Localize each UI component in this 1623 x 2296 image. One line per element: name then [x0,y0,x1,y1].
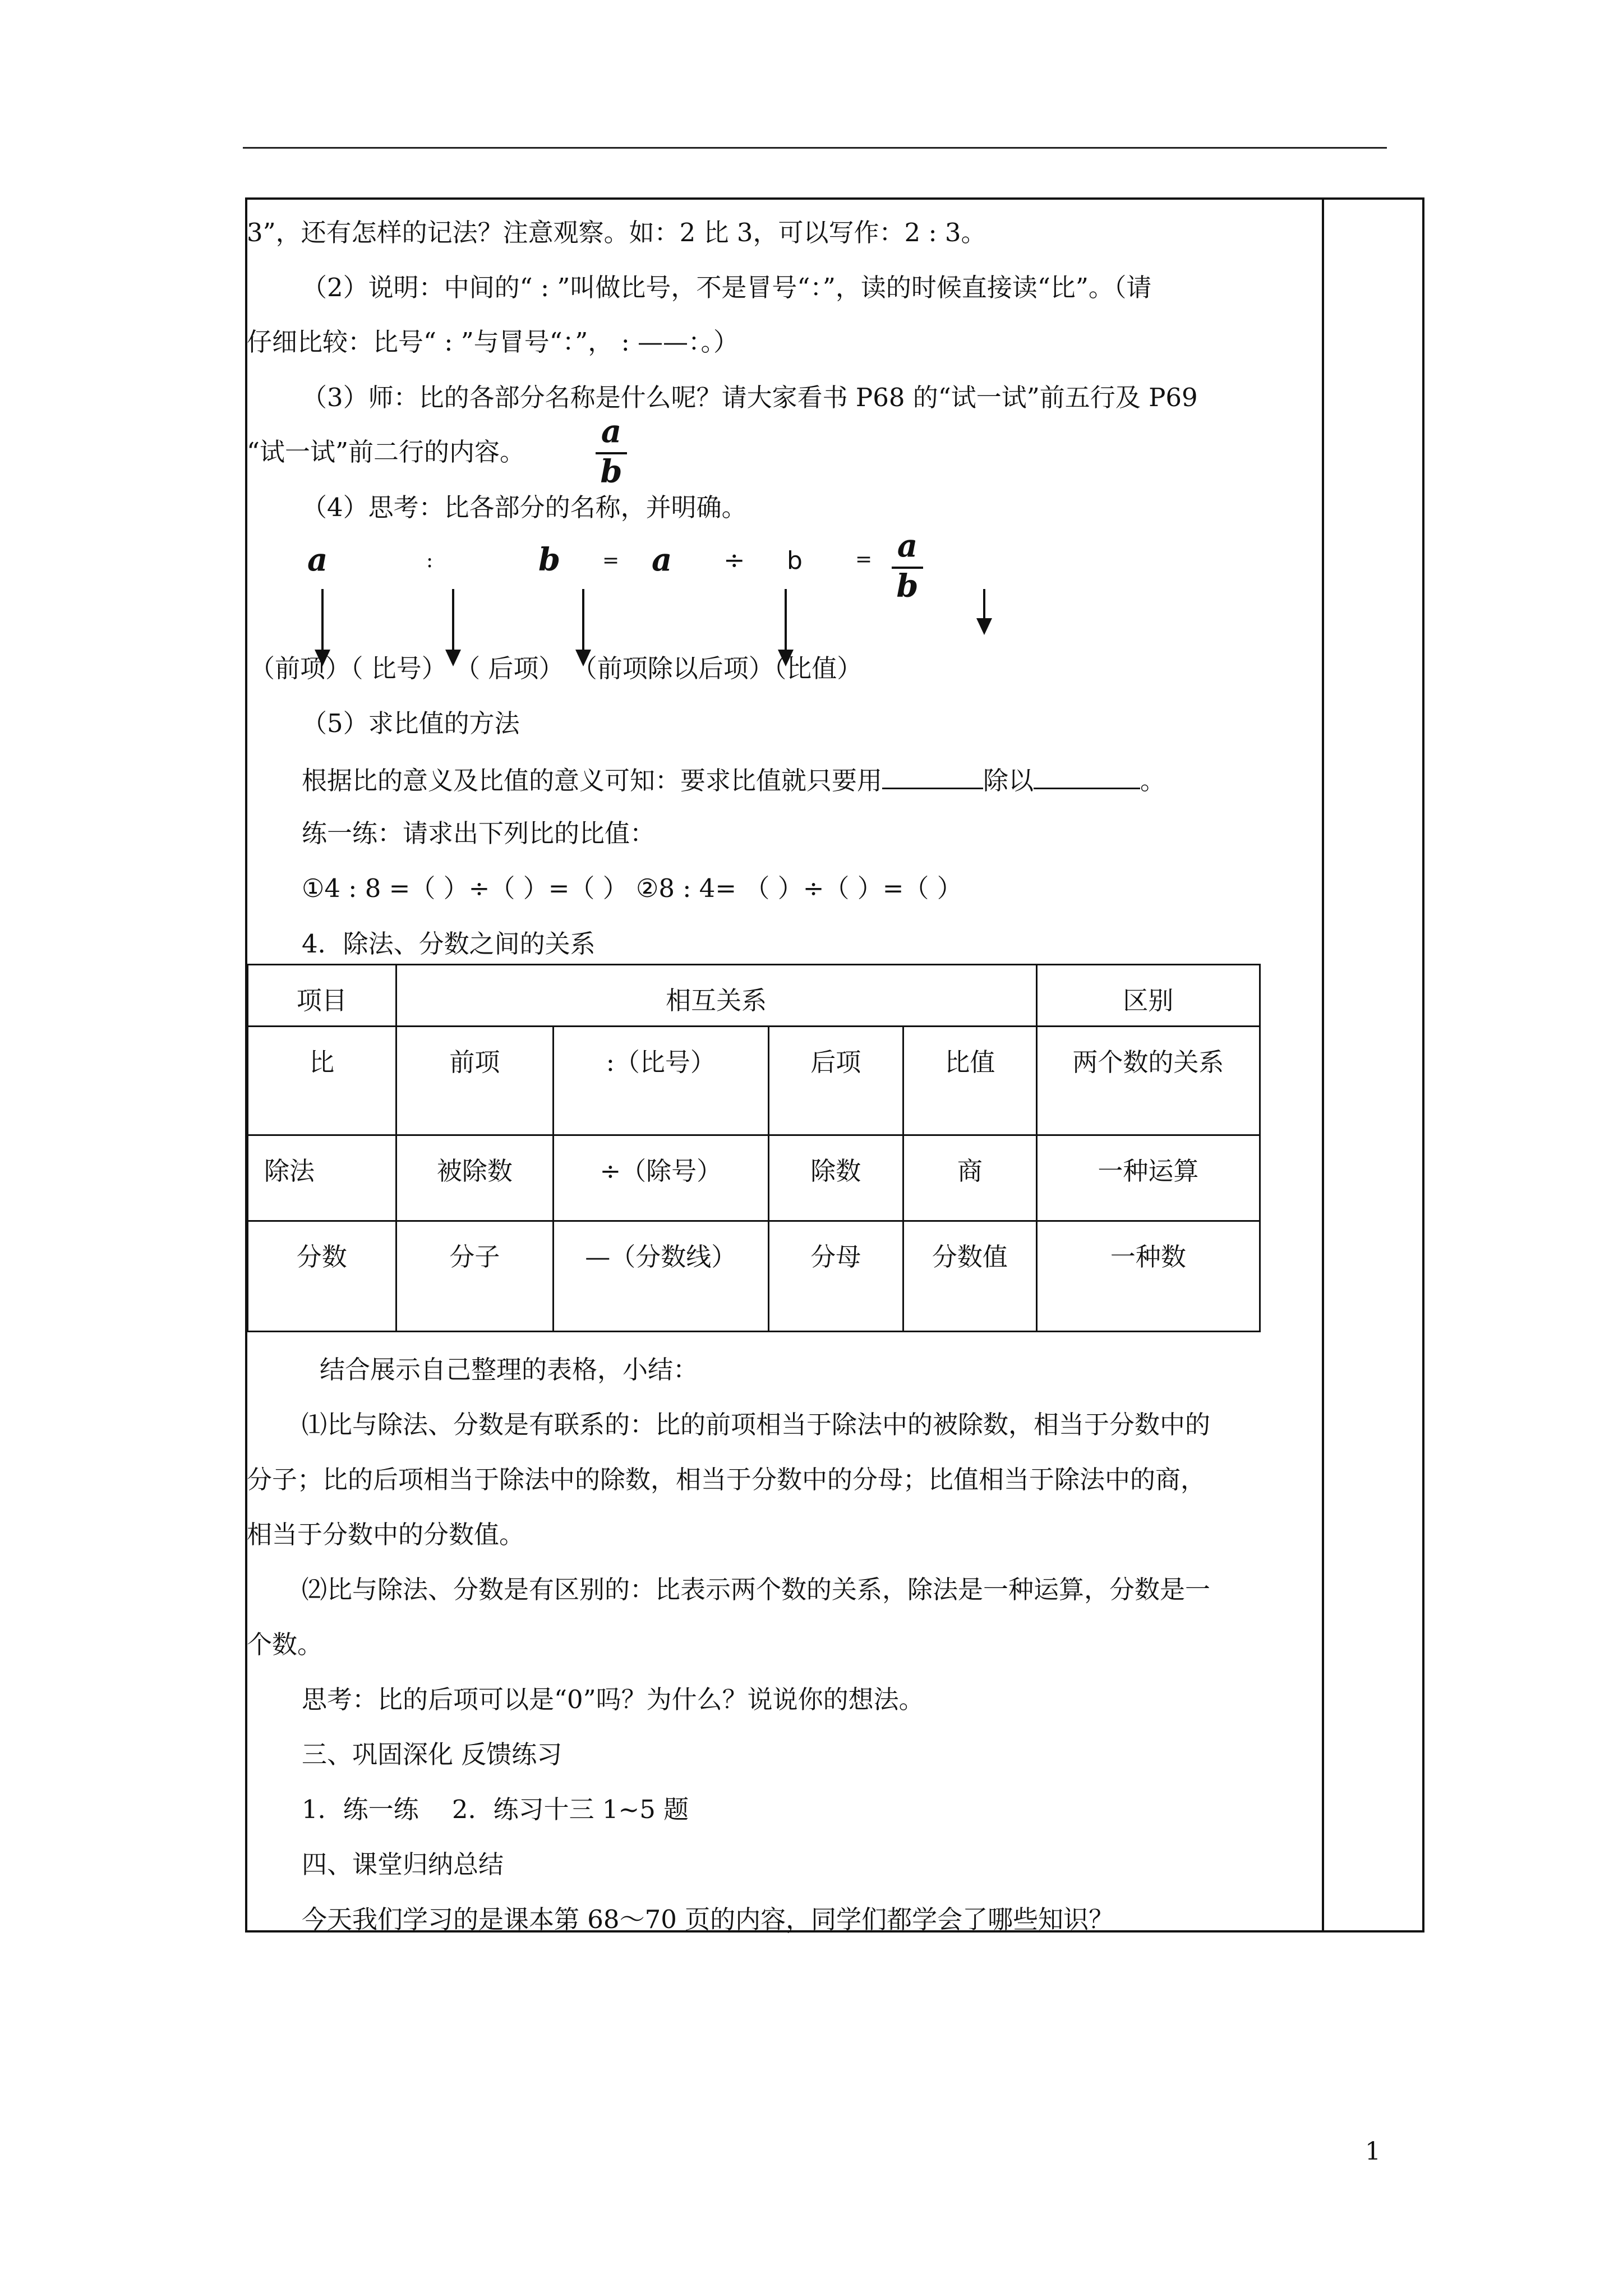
fraction-denominator: b [896,568,919,605]
header-rule [243,147,1387,149]
table-cell: 分母 [768,1221,903,1332]
table-cell: ÷（除号） [554,1135,768,1221]
table-cell: 除数 [768,1135,903,1221]
formula-ratio-value-fraction [892,527,923,606]
formula-dividend: a [652,541,672,578]
method-text: 根据比的意义及比值的意义可知：要求比值就只要用 [302,766,883,795]
paragraph-line: 1．练一练 2．练习十三 1~5 题 [302,1795,689,1824]
paragraph-line: 分子；比的后项相当于除法中的除数，相当于分数中的分母；比值相当于除法中的商， [247,1465,1206,1494]
method-text: 除以 [983,766,1034,795]
section-heading: （5）求比值的方法 [302,708,520,738]
formula-equals: = [602,549,620,572]
table-cell: —（分数线） [554,1221,768,1332]
paragraph-line: 仔细比较：比号“ : ”与冒号“：”， : ——：。） [247,327,739,357]
section-heading: 四、课堂归纳总结 [302,1849,504,1879]
practice-items: ①4 : 8 =（ ）÷（ ）=（ ） ②8 : 4= （ ）÷（ ）=（ ） [302,873,962,903]
fraction-numerator: a [897,527,918,564]
table-cell: 两个数的关系 [1036,1027,1260,1135]
table-cell: 一种运算 [1036,1135,1260,1221]
paragraph-line: （2）说明：中间的“ : ”叫做比号，不是冒号“：”，读的时候直接读“比”。（请 [302,273,1152,302]
table-cell: 商 [903,1135,1037,1221]
notes-column-divider [1322,197,1324,1932]
paragraph-line: 3”，还有怎样的记法？注意观察。如：2 比 3，可以写作：2 : 3。 [247,218,986,247]
table-header-row [248,965,1260,1027]
table-cell: 前项 [396,1027,554,1135]
method-text: 。 [1140,766,1166,795]
table-header-cell: 项目 [248,965,396,1027]
paragraph-line: 个数。 [247,1630,323,1659]
fraction-numerator: a [601,413,622,450]
paragraph-line: （3）师：比的各部分名称是什么呢？请大家看书 P68 的“试一试”前五行及 P69 [302,383,1198,412]
relation-table [247,964,1261,1332]
table-row [248,1221,1260,1332]
formula-equals: = [855,548,873,571]
paragraph-line: 思考：比的后项可以是“0”吗？为什么？说说你的想法。 [302,1685,924,1714]
table-cell: 分数 [248,1221,396,1332]
formula-divide-sign: ÷ [723,545,745,575]
fill-in-blank[interactable] [1034,763,1140,789]
table-row [248,1027,1260,1135]
paragraph-line: （4）思考：比各部分的名称，并明确。 [302,493,747,522]
formula-consequent: b [538,541,561,578]
page-number: 1 [1365,2137,1381,2166]
paragraph-line: 结合展示自己整理的表格，小结： [320,1355,699,1384]
paragraph-line: 今天我们学习的是课本第 68～70 页的内容，同学们都学会了哪些知识？ [302,1904,1114,1934]
table-header-cell: 相互关系 [396,965,1036,1027]
table-cell: 分子 [396,1221,554,1332]
table-cell: 除法 [248,1135,396,1221]
formula-part-labels: （前项）（ 比号） （ 后项） （前项除以后项）（比值） [250,654,863,683]
table-cell: 被除数 [396,1135,554,1221]
method-sentence [302,763,1165,797]
table-cell: 比 [248,1027,396,1135]
paragraph-line: 相当于分数中的分数值。 [247,1520,525,1549]
table-row [248,1135,1260,1221]
table-cell: 后项 [768,1027,903,1135]
table-cell: 比值 [903,1027,1037,1135]
practice-heading: 练一练：请求出下列比的比值： [302,818,656,848]
fill-in-blank[interactable] [882,763,983,789]
paragraph-line: ⑵比与除法、分数是有区别的：比表示两个数的关系，除法是一种运算，分数是一 [302,1575,1211,1604]
table-cell: 一种数 [1036,1221,1260,1332]
paragraph-line: ⑴比与除法、分数是有联系的：比的前项相当于除法中的被除数，相当于分数中的 [302,1410,1211,1439]
fraction-denominator: b [600,453,623,490]
paragraph-line: “试一试”前二行的内容。 [247,437,525,467]
section-heading: 三、巩固深化 反馈练习 [302,1740,562,1769]
table-header-cell: 区别 [1036,965,1260,1027]
formula-ratio-sign: : [426,549,434,572]
table-cell: :（比号） [554,1027,768,1135]
formula-divisor: b [787,546,803,575]
section-heading: 4．除法、分数之间的关系 [302,929,596,959]
formula-antecedent: a [307,541,328,578]
table-cell: 分数值 [903,1221,1037,1332]
fraction-a-over-b [596,413,627,491]
